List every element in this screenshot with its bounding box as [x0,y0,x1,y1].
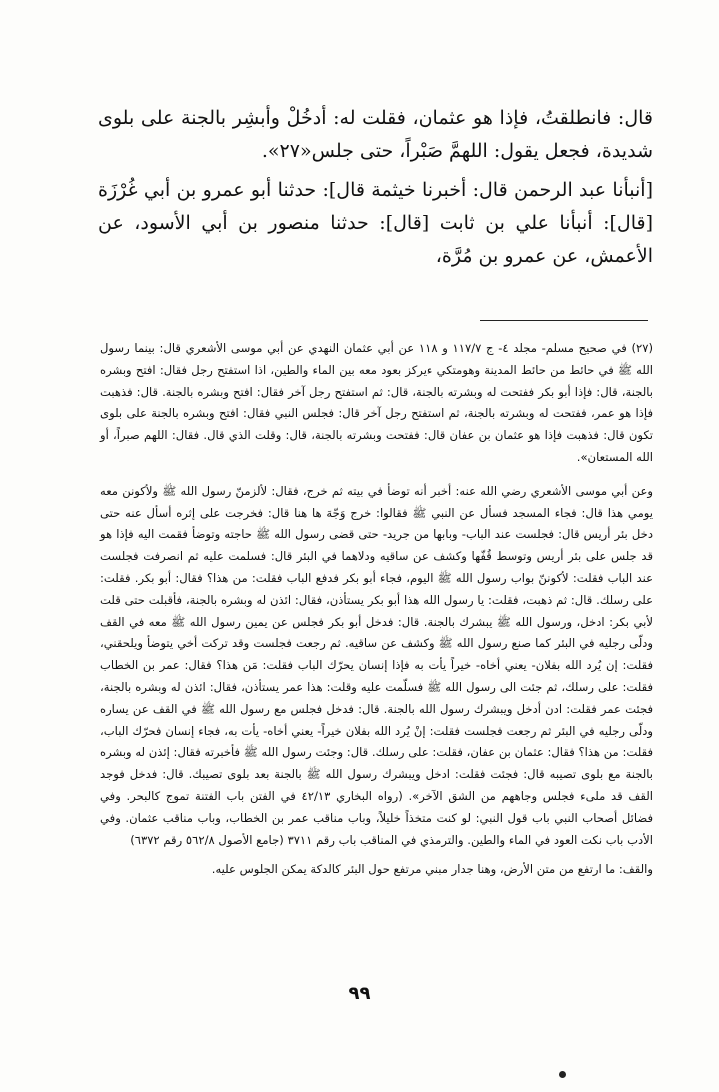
ink-dot [559,1071,566,1078]
footnote-separator [480,320,648,321]
isnad-paragraph: [أنبأنا عبد الرحمن قال: أخبرنا خيثمة قال]: حدثنا أبو عمرو بن أبي غُرْزَة [قال]: أنبأنا علي بن ثابت [قال]: حدثنا منصور بن أبي الأسود، عن الأعمش، عن عمرو بن مُرَّة، [98,179,653,267]
main-text [98,102,653,273]
main-paragraph: قال: فانطلقتُ، فإذا هو عثمان، فقلت له: أدخُلْ وأبشِر بالجنة على بلوى شديدة، فجعل يقول: اللهمَّ صَبْراً، حتى جلس«٢٧». [98,107,653,162]
page-number: ٩٩ [348,983,371,1004]
footnote-hadith: وعن أبي موسى الأشعري رضي الله عنه: أخبر أنه توضأ في بيته ثم خرج، فقال: لألزمنّ رسول الله ﷺ ولأكونن معه يومي هذا قال: فجاء المسجد فسأل عن النبي ﷺ فقالوا: خرج وَجّهَ ها هنا قال: فخرجت على إثره أسأل عنه حتى دخل بئر أريس قال: فجلست عند الباب- وبابها من جريد- حتى قضى رسول الله ﷺ حاجته وتوضأ فقمت اليه فإذا هو قد جلس على بئر أريس وتوسط قُفّها وكشف عن ساقيه ودلاهما في البئر قال: فسلمت عليه ثم انصرفت فجلست عند الباب فقلت: لأكوننّ بواب رسول الله ﷺ اليوم، فجاء أبو بكر فدفع الباب فقلت: من هذا؟ فقال: أبو بكر. فقلت: على رسلك. قال: ثم ذهبت، فقلت: يا رسول الله هذا أبو بكر يستأذن، فقال: ائذن له وبشره بالجنة، فأقبلت حتى قلت لأبي بكر: ادخل، ورسول الله ﷺ يبشرك بالجنة. قال: فدخل أبو بكر فجلس عن يمين رسول الله ﷺ معه في القف ودلّى رجليه في البئر كما صنع رسول الله ﷺ وكشف عن ساقيه. ثم رجعت فجلست وقد تركت أخي يتوضأ ويلحقني، فقلت: إن يُرد الله بفلان- يعني أخاه- خيراً يأت به فإذا إنسان يحرّك الباب فقلت: مَن هذا؟ فقال: عمر بن الخطاب فقلت: على رسلك، ثم جئت الى رسول الله ﷺ فسلّمت عليه وقلت: هذا عمر يستأذن، فقال: ائذن له وبشره بالجنة، فجئت عمر فقلت: ادن أدخل ويبشرك رسول الله بالجنة. قال: فدخل فجلس مع رسول الله ﷺ في القف عن يساره ودلّى رجليه في البئر ثم رجعت فجلست فقلت: إنْ يُرد الله بفلان خيراً- يعني أخاه- يأت به، فجاء إنسان فحرّك الباب، فقلت: من هذا؟ فقال: عثمان بن عفان، فقلت: على رسلك. قال: وجئت رسول الله ﷺ فأخبرته فقال: إئذن له وبشره بالجنة مع بلوى تصيبه قال: فجئت فقلت: ادخل ويبشرك رسول الله ﷺ بالجنة بعد بلوى تصيبك. قال: فدخل فوجد القف قد ملىء فجلس وجاههم من الشق الآخر». (رواه البخاري ٤٢/١٣ في الفتن باب الفتنة تموج كالبحر. وفي فضائل أصحاب النبي باب قول النبي: لو كنت متخذاً خليلاً، وباب مناقب عمر بن الخطاب، وباب مناقب عثمان. وفي الأدب باب نكت العود في الماء والطين. والترمذي في المناقب باب رقم ٣٧١١ (جامع الأصول ٥٦٢/٨ رقم ٦٣٧٢) [100,483,653,847]
footnote-27: (٢٧) في صحيح مسلم- مجلد ٤- ج ١١٧/٧ و ١١٨ عن أبي عثمان النهدي عن أبي موسى الأشعري قال: بينما رسول الله ﷺ في حائط من حائط المدينة وهومتكي ءيركز بعود معه بين الماء والطين، اذا استفتح رجل فقال: افتح وبشره بالجنة، قال: فإذا أبو بكر ففتحت له وبشرته بالجنة، قال: ثم استفتح رجل آخر فقال: افتح وبشره بالجنة. قال: فذهبت فإذا هو عمر، ففتحت له وبشرته بالجنة، ثم استفتح رجل آخر قال: فجلس النبي فقال: افتح وبشره بالجنة على بلوى تكون قال: فذهبت فإذا هو عثمان بن عفان قال: ففتحت وبشرته بالجنة، قال: وقلت الذي قال. فقال: اللهم صبراً، أو الله المستعان». [100,341,653,464]
footnotes [100,338,653,881]
footnote-definition: والقف: ما ارتفع من متن الأرض، وهنا جدار مبني مرتفع حول البئر كالدكة يمكن الجلوس عليه. [211,862,653,877]
